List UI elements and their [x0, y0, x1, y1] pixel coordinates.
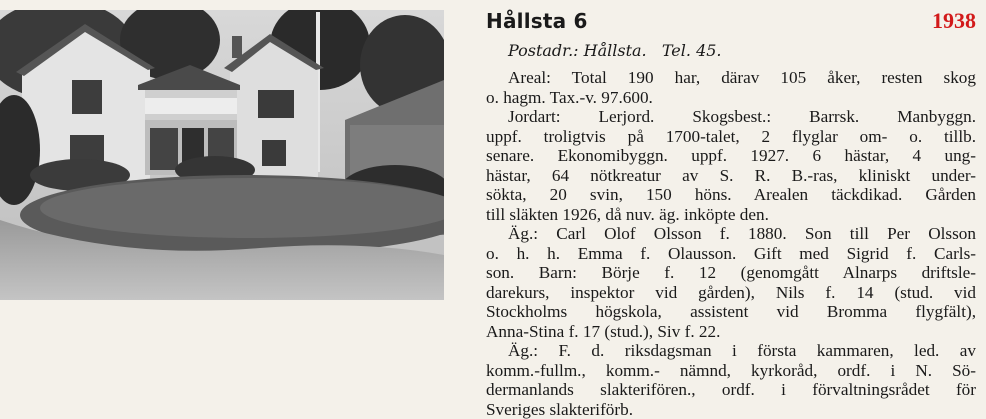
- text-line: Äg.: F. d. riksdagsman i första kammaren, led. av: [486, 341, 976, 361]
- text-line: darekurs, inspektor vid gården), Nils f. 14 (stud. vid: [486, 283, 976, 303]
- text-line: Areal: Total 190 har, därav 105 åker, resten skog: [486, 68, 976, 88]
- text-line: hästar, 64 nötkreatur av S. R. B.-ras, kliniskt under-: [486, 166, 976, 186]
- text-line: son. Barn: Börje f. 12 (genomgått Alnarps driftsle-: [486, 263, 976, 283]
- postal-address: Postadr.: Hållsta. Tel. 45.: [508, 41, 722, 60]
- text-line: dermanlands slakterifören., ordf. i förvaltningsrådet för: [486, 380, 976, 400]
- year-label: 1938: [932, 8, 976, 34]
- text-line: o. hagm. Tax.-v. 97.600.: [486, 88, 976, 108]
- paragraph-areal: [486, 68, 976, 107]
- text-line: komm.-fullm., komm.- nämnd, kyrkoråd, ordf. i N. Sö-: [486, 361, 976, 381]
- text-line: Sveriges slakteriförb.: [486, 400, 976, 419]
- text-line: Anna-Stina f. 17 (stud.), Siv f. 22.: [486, 322, 976, 342]
- text-line: uppf. troligtvis på 1700-talet, 2 flyglar om- o. tillb.: [486, 127, 976, 147]
- text-line: Äg.: Carl Olof Olsson f. 1880. Son till Per Olsson: [486, 224, 976, 244]
- farmhouse-photo: [0, 10, 444, 300]
- text-line: o. h. h. Emma f. Olausson. Gift med Sigrid f. Carls-: [486, 244, 976, 264]
- text-line: sökta, 20 svin, 150 höns. Arealen täckdikad. Gården: [486, 185, 976, 205]
- text-line: Jordart: Lerjord. Skogsbest.: Barrsk. Manbyggn.: [486, 107, 976, 127]
- farm-description: [486, 68, 976, 419]
- paragraph-jordart: [486, 107, 976, 224]
- farm-title: Hållsta 6: [486, 9, 588, 33]
- paragraph-owner-roles: [486, 341, 976, 419]
- text-line: till släkten 1926, då nuv. äg. inköpte den.: [486, 205, 976, 225]
- text-line: Stockholms högskola, assistent vid Bromma flygfält),: [486, 302, 976, 322]
- paragraph-owner: [486, 224, 976, 341]
- text-line: senare. Ekonomibyggn. uppf. 1927. 6 hästar, 4 ung-: [486, 146, 976, 166]
